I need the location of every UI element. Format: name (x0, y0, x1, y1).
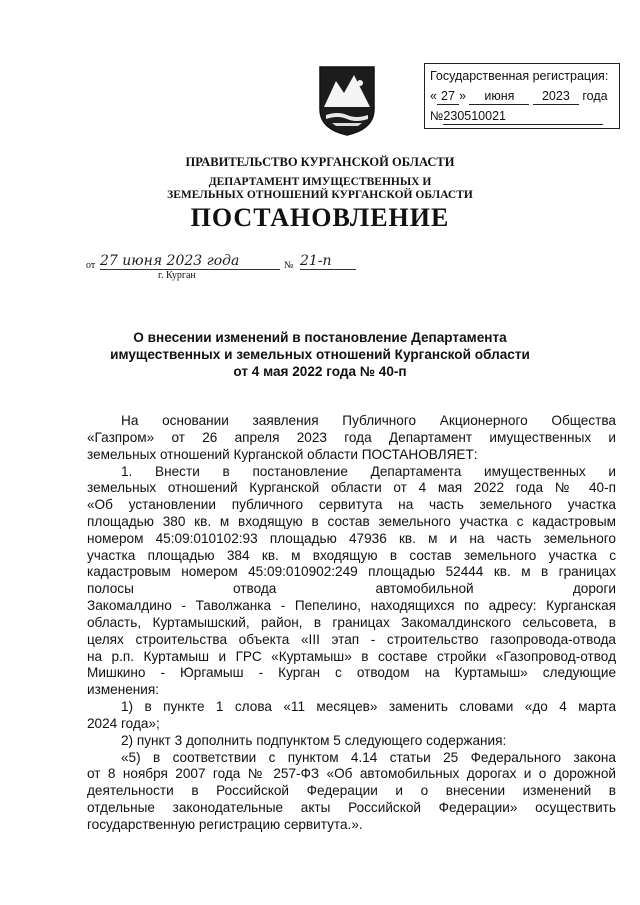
stamp-number: 230510021 (443, 109, 603, 125)
body-line: 2024 года»; (87, 716, 160, 731)
coat-of-arms-emblem (318, 65, 376, 137)
body-line: «Газпром» от 26 апреля 2023 года Департамент имущественных и (87, 430, 616, 445)
body-line: площадью 380 кв. м входящую в состав земельного участка с кадастровым (87, 514, 616, 529)
dateline (86, 255, 356, 275)
stamp-heading: Государственная регистрация: (430, 69, 609, 83)
body-line: Закомалдино - Таволжанка - Пепелино, находящихся по адресу: Курганская (87, 598, 616, 613)
document-type: ПОСТАНОВЛЕНИЕ (190, 203, 450, 232)
date-from-label: от (86, 260, 96, 271)
stamp-date-row (430, 86, 608, 106)
stamp-number-sign: № (430, 109, 444, 123)
body-line: 1. Внести в постановление Департамента имущественных и (121, 464, 616, 479)
body-line: кадастровым номером 45:09:010902:249 площадью 52444 кв. м в границах (87, 564, 616, 579)
stamp-quote-close: » (458, 89, 466, 103)
body-line: изменения: (87, 682, 160, 697)
stamp-number-row (430, 106, 603, 126)
stamp-year: 2023 (533, 89, 579, 105)
registration-stamp (424, 63, 620, 129)
body-line: целях строительства объекта «III этап - строительство газопровода-отвода (87, 632, 616, 647)
body-line: деятельности в Российской Федерации и о внесении изменений в (87, 783, 616, 798)
title-line-2: имущественных и земельных отношений Курганской области (110, 347, 530, 362)
body-line: на р.п. Куртамыш и ГРС «Куртамыш» в составе стройки «Газопровод-отвод (87, 649, 616, 664)
stamp-year-suffix: года (582, 89, 608, 103)
body-line: Мишкино - Юргамыш - Курган с отводом на Куртамыш» следующие (87, 665, 616, 680)
body-line: «5) в соответствии с пунктом 4.14 статьи 25 Федерального закона (121, 750, 616, 765)
government-name: ПРАВИТЕЛЬСТВО КУРГАНСКОЙ ОБЛАСТИ (185, 155, 455, 169)
department-name-line1: ДЕПАРТАМЕНТ ИМУЩЕСТВЕННЫХ И (208, 176, 432, 188)
title-line-1: О внесении изменений в постановление Департамента (133, 330, 507, 345)
body-line: земельных отношений Курганской области ПОСТАНОВЛЯЕТ: (87, 447, 478, 462)
body-line: отдельные законодательные акты Российской Федерации» осуществить (87, 800, 616, 815)
stamp-day: 27 (437, 89, 459, 105)
body-line: участка площадью 384 кв. м входящую в состав земельного участка с (87, 548, 616, 563)
body-line: от 8 ноября 2007 года № 257-ФЗ «Об автомобильных дорогах и о дорожной (87, 766, 616, 781)
stamp-month: июня (469, 89, 529, 105)
body-line: На основании заявления Публичного Акционерного Общества (121, 413, 616, 428)
body-line: 2) пункт 3 дополнить подпунктом 5 следующего содержания: (121, 733, 507, 748)
department-name-line2: ЗЕМЕЛЬНЫХ ОТНОШЕНИЙ КУРГАНСКОЙ ОБЛАСТИ (167, 189, 473, 201)
stamp-quote-open: « (430, 89, 437, 103)
body-line: «Об установлении публичного сервитута на часть земельного участка (87, 497, 616, 512)
body-line: государственную регистрацию сервитута.». (87, 817, 363, 832)
body-line: область, Куртамышский, район, в границах Закомалдинского сельсовета, в (87, 615, 616, 630)
body-line: полосы отвода автомобильной дороги (87, 581, 616, 596)
handwritten-number: 21-п (300, 253, 356, 270)
body-line: 1) в пункте 1 слова «11 месяцев» заменить словами «до 4 марта (121, 699, 616, 714)
title-line-3: от 4 мая 2022 года № 40-п (233, 364, 407, 379)
body-line: земельных отношений Курганской области от 4 мая 2022 года № 40-п (87, 480, 616, 495)
handwritten-date: 27 июня 2023 года (100, 253, 280, 270)
body-line: номером 45:09:010102:93 площадью 47936 кв. м и на часть земельного (87, 531, 616, 546)
number-label: № (284, 260, 294, 271)
city: г. Курган (158, 270, 196, 281)
